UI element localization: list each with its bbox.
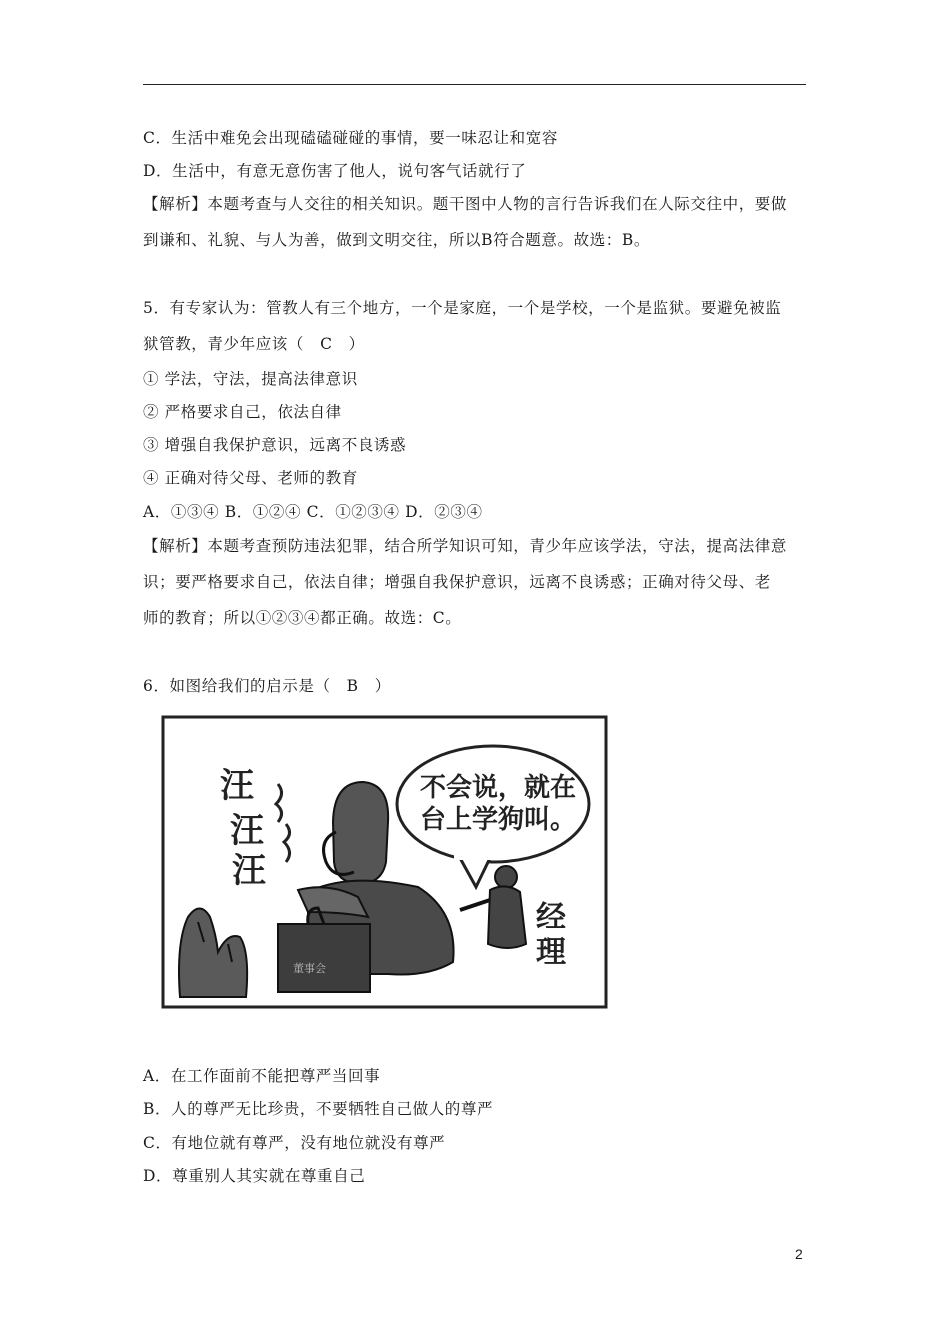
q5-item-2: ② 严格要求自己，依法自律 <box>143 403 342 421</box>
q5-stem-line-1: 5．有专家认为：管教人有三个地方，一个是家庭，一个是学校，一个是监狱。要避免被监 <box>143 299 782 317</box>
q5-item-1: ① 学法，守法，提高法律意识 <box>143 370 358 388</box>
page-number: 2 <box>795 1246 803 1262</box>
q6-option-c: C．有地位就有尊严，没有地位就没有尊严 <box>143 1134 446 1152</box>
podium <box>278 924 370 992</box>
q5-item-4: ④ 正确对待父母、老师的教育 <box>143 469 358 487</box>
q4-option-d: D．生活中，有意无意伤害了他人，说句客气话就行了 <box>143 162 527 180</box>
speaker-head <box>333 782 388 884</box>
q5-options: A．①③④ B．①②④ C．①②③④ D．②③④ <box>143 503 483 521</box>
q6-stem: 6．如图给我们的启示是（ B ） <box>143 677 391 695</box>
podium-label: 董事会 <box>293 962 326 975</box>
bubble-line-1: 不会说，就在 <box>420 773 577 803</box>
q4-analysis-line-2: 到谦和、礼貌、与人为善，做到文明交往，所以B符合题意。故选：B。 <box>143 231 650 249</box>
speech-bubble <box>397 746 589 862</box>
q6-option-a: A．在工作面前不能把尊严当回事 <box>143 1067 381 1085</box>
manager-head <box>495 866 517 888</box>
manager-body <box>488 886 526 948</box>
q5-analysis-line-2: 识；要严格要求自己，依法自律；增强自我保护意识，远离不良诱惑；正确对待父母、老 <box>143 573 771 591</box>
q5-analysis-line-1: 【解析】本题考查预防违法犯罪，结合所学知识可知，青少年应该学法，守法，提高法律意 <box>143 537 788 555</box>
q4-option-c: C．生活中难免会出现磕磕碰碰的事情，要一味忍让和宽容 <box>143 129 558 147</box>
manager-label-1: 经 <box>536 900 566 935</box>
q5-analysis-line-3: 师的教育；所以①②③④都正确。故选：C。 <box>143 609 462 627</box>
header-rule <box>143 84 806 85</box>
q5-stem-line-2: 狱管教，青少年应该（ C ） <box>143 335 365 353</box>
q6-cartoon-image <box>158 712 613 1024</box>
q5-item-3: ③ 增强自我保护意识，远离不良诱惑 <box>143 436 407 454</box>
manager-label-2: 理 <box>536 935 566 970</box>
bubble-line-2: 台上学狗叫。 <box>420 805 577 835</box>
q4-analysis-line-1: 【解析】本题考查与人交往的相关知识。题干图中人物的言行告诉我们在人际交往中，要做 <box>143 195 788 213</box>
bark-text-2: 汪 <box>230 811 264 851</box>
q6-option-d: D．尊重别人其实就在尊重自己 <box>143 1167 366 1185</box>
bark-text-3: 汪 <box>232 851 266 891</box>
bark-text-1: 汪 <box>220 766 254 806</box>
q6-option-b: B．人的尊严无比珍贵，不要牺牲自己做人的尊严 <box>143 1100 494 1118</box>
